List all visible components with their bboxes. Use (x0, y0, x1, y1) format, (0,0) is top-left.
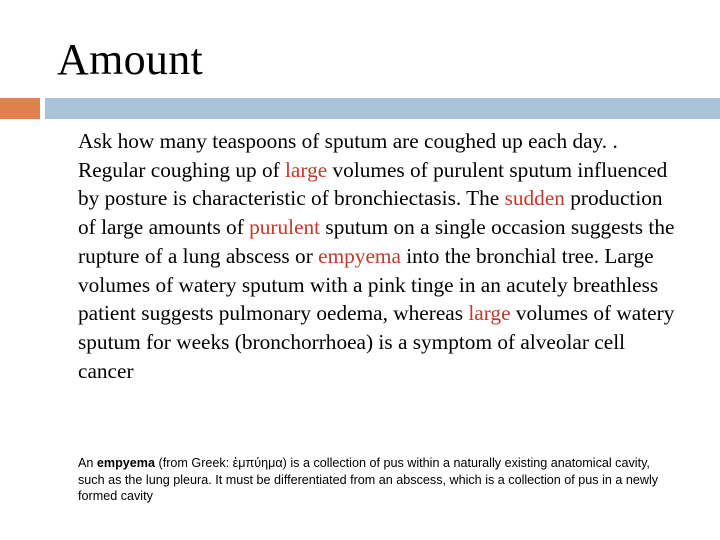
highlight-empyema: empyema (318, 243, 401, 268)
text-segment: production of large amounts of (78, 186, 663, 240)
bullet-paragraph-amount (78, 127, 678, 385)
highlight-large: large (285, 157, 328, 182)
highlight-large: large (468, 301, 511, 326)
text-segment: into the bronchial tree. Large volumes of watery sputum with a pink tinge in an acutely breathless patient suggests pulmonary oedema, whereas (78, 243, 659, 326)
text-segment: An (78, 456, 97, 470)
bullet-paragraph-empyema-definition (78, 455, 678, 505)
title-underline-accent (0, 98, 40, 119)
title-underline-bar (45, 98, 720, 119)
slide-title: Amount (57, 35, 204, 84)
text-segment: volumes of watery sputum for weeks (bronchorrhoea) is a symptom of alveolar cell cancer (78, 301, 675, 383)
text-segment: sputum on a single occasion suggests the rupture of a lung abscess or (78, 215, 675, 268)
text-segment: Ask how many teaspoons of sputum are coughed up each day. . Regular coughing up of (78, 129, 618, 182)
text-segment: volumes of purulent sputum influenced by posture is characteristic of bronchiectasis. The (78, 157, 668, 211)
highlight-purulent: purulent (249, 215, 321, 240)
highlight-sudden: sudden (504, 186, 565, 211)
text-segment: (from Greek: ἐμπύημα) is a collection of pus within a naturally existing anatomical cavity, such as the lung pleura. It must be differentiated from an abscess, which is a collection of pus in a newly formed cavity (78, 456, 659, 503)
term-empyema: empyema (96, 456, 156, 470)
